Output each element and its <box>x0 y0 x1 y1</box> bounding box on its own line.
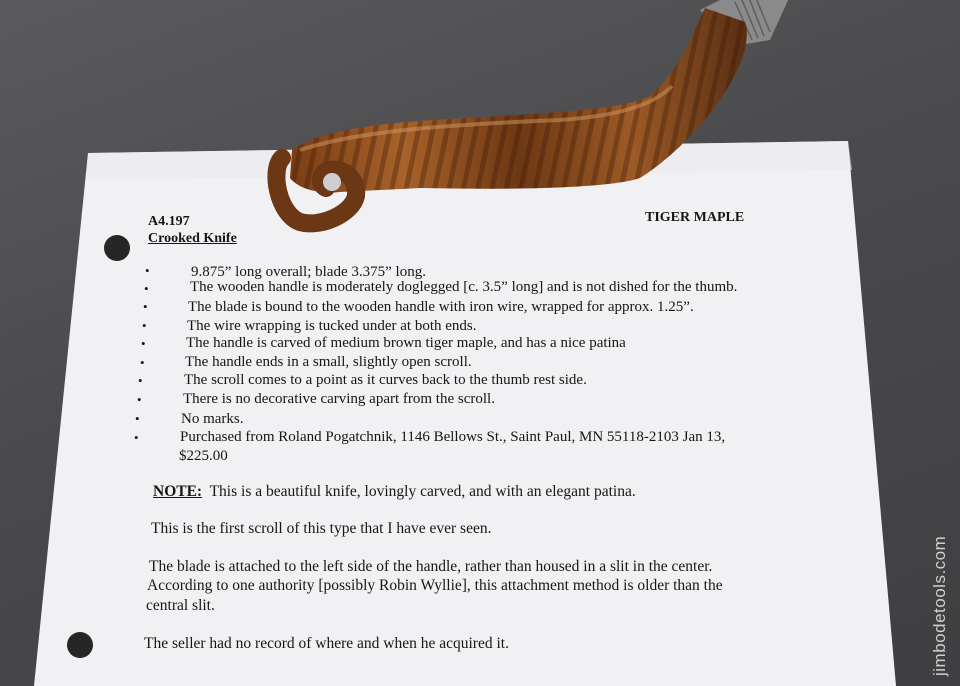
first-scroll-paragraph: This is the first scroll of this type that I have ever seen. <box>151 520 492 537</box>
seller-paragraph: The seller had no record of where and when he acquired it. <box>144 635 509 652</box>
bullet-dot: • <box>138 373 143 388</box>
blade-paragraph-line-1: The blade is attached to the left side of the handle, rather than housed in a slit in the center. <box>149 558 713 575</box>
list-item: The handle ends in a small, slightly open scroll. <box>185 354 472 370</box>
blade-paragraph-line-3: central slit. <box>146 597 215 614</box>
list-item: The blade is bound to the wooden handle with iron wire, wrapped for approx. 1.25”. <box>188 299 694 315</box>
bullet-dot: • <box>137 392 142 407</box>
bullet-dot: • <box>135 411 140 426</box>
note-text: This is a beautiful knife, lovingly carved, and with an elegant patina. <box>209 483 636 500</box>
list-item: 9.875” long overall; blade 3.375” long. <box>191 264 426 280</box>
note-label: NOTE: <box>153 483 203 500</box>
watermark: jimbodetools.com <box>930 535 949 676</box>
note-paragraph <box>153 482 636 501</box>
item-title: Crooked Knife <box>148 231 237 246</box>
bullet-dot: • <box>141 336 146 351</box>
list-item: Purchased from Roland Pogatchnik, 1146 Bellows St., Saint Paul, MN 55118-2103 Jan 13, <box>180 429 726 445</box>
list-item: No marks. <box>181 411 244 427</box>
list-item: The wooden handle is moderately doglegged [c. 3.5” long] and is not dished for the thumb. <box>190 279 738 295</box>
bullet-dot: • <box>144 281 149 296</box>
catalog-number: A4.197 <box>148 214 190 229</box>
bullet-dot: • <box>143 299 148 314</box>
bullet-dot: • <box>145 263 150 278</box>
bullet-dot: • <box>142 318 147 333</box>
list-item: The wire wrapping is tucked under at both ends. <box>187 318 477 334</box>
list-item: There is no decorative carving apart from the scroll. <box>183 391 495 407</box>
bullet-dot: • <box>140 355 145 370</box>
list-item: The scroll comes to a point as it curves back to the thumb rest side. <box>184 372 587 388</box>
price-line: $225.00 <box>179 448 228 464</box>
category-label: TIGER MAPLE <box>645 210 745 225</box>
bullet-dot: • <box>134 430 139 445</box>
list-item: The handle is carved of medium brown tiger maple, and has a nice patina <box>186 335 626 351</box>
blade-paragraph-line-2: According to one authority [possibly Robin Wyllie], this attachment method is older than the <box>147 577 723 594</box>
